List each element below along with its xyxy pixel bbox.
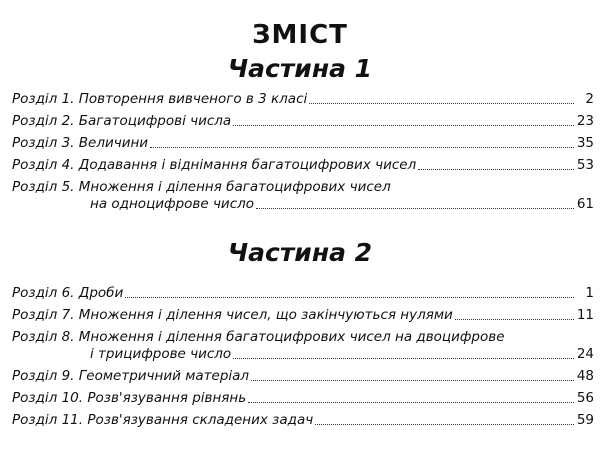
page-number: 11 (576, 307, 594, 323)
section-number: Розділ 8. (12, 329, 75, 345)
dot-leader (256, 208, 574, 209)
part-1-contents (12, 91, 594, 218)
section-number: Розділ 9. (12, 368, 75, 384)
section-title: Множення і ділення багатоцифрових чисел (78, 179, 391, 195)
page-number: 53 (576, 157, 594, 173)
dot-leader (309, 103, 574, 104)
dot-leader (233, 358, 574, 359)
toc-entry[interactable] (12, 368, 594, 385)
section-title: Розв'язування рівнянь (87, 390, 247, 406)
dot-leader (150, 147, 574, 148)
dot-leader (125, 297, 574, 298)
toc-entry[interactable] (12, 307, 594, 324)
section-title: Величини (78, 135, 149, 151)
dot-leader (418, 169, 574, 170)
section-number: Розділ 3. (12, 135, 75, 151)
page-number: 2 (585, 91, 594, 107)
section-title: Повторення вивченого в 3 класі (78, 91, 308, 107)
section-title-continuation: на одноцифрове число (90, 196, 255, 212)
section-title: Додавання і віднімання багатоцифрових чисел (78, 157, 417, 173)
section-number: Розділ 10. (12, 390, 84, 406)
page-number: 56 (576, 390, 594, 406)
page-number: 1 (585, 285, 594, 301)
part-2-title: Частина 2 (227, 238, 373, 267)
dot-leader (251, 380, 574, 381)
section-title: Дроби (78, 285, 124, 301)
dot-leader (248, 402, 574, 403)
toc-entry[interactable] (12, 135, 594, 152)
page-title: ЗМІСТ (252, 20, 348, 50)
section-title: Множення і ділення чисел, що закінчуються нулями (78, 307, 453, 323)
toc-entry[interactable] (12, 113, 594, 130)
section-number: Розділ 1. (12, 91, 75, 107)
section-number: Розділ 6. (12, 285, 75, 301)
toc-entry[interactable] (12, 179, 594, 213)
toc-entry[interactable] (12, 285, 594, 302)
dot-leader (233, 125, 574, 126)
toc-entry[interactable] (12, 157, 594, 174)
page-number: 48 (576, 368, 594, 384)
section-title: Множення і ділення багатоцифрових чисел на двоцифрове (78, 329, 505, 345)
section-title: Розв'язування складених задач (87, 412, 314, 428)
section-title: Геометричний матеріал (78, 368, 250, 384)
toc-entry[interactable] (12, 91, 594, 108)
section-number: Розділ 4. (12, 157, 75, 173)
page-number: 35 (576, 135, 594, 151)
toc-entry[interactable] (12, 329, 594, 363)
dot-leader (455, 319, 574, 320)
page-number: 59 (576, 412, 594, 428)
part-2-contents (12, 285, 594, 434)
page-number: 61 (576, 196, 594, 212)
section-title-continuation: і трицифрове число (90, 346, 232, 362)
page-number: 23 (576, 113, 594, 129)
dot-leader (315, 424, 574, 425)
toc-entry[interactable] (12, 390, 594, 407)
page-number: 24 (576, 346, 594, 362)
toc-entry[interactable] (12, 412, 594, 429)
section-title: Багатоцифрові числа (78, 113, 232, 129)
section-number: Розділ 2. (12, 113, 75, 129)
section-number: Розділ 5. (12, 179, 75, 195)
section-number: Розділ 11. (12, 412, 84, 428)
section-number: Розділ 7. (12, 307, 75, 323)
part-1-title: Частина 1 (227, 54, 373, 83)
